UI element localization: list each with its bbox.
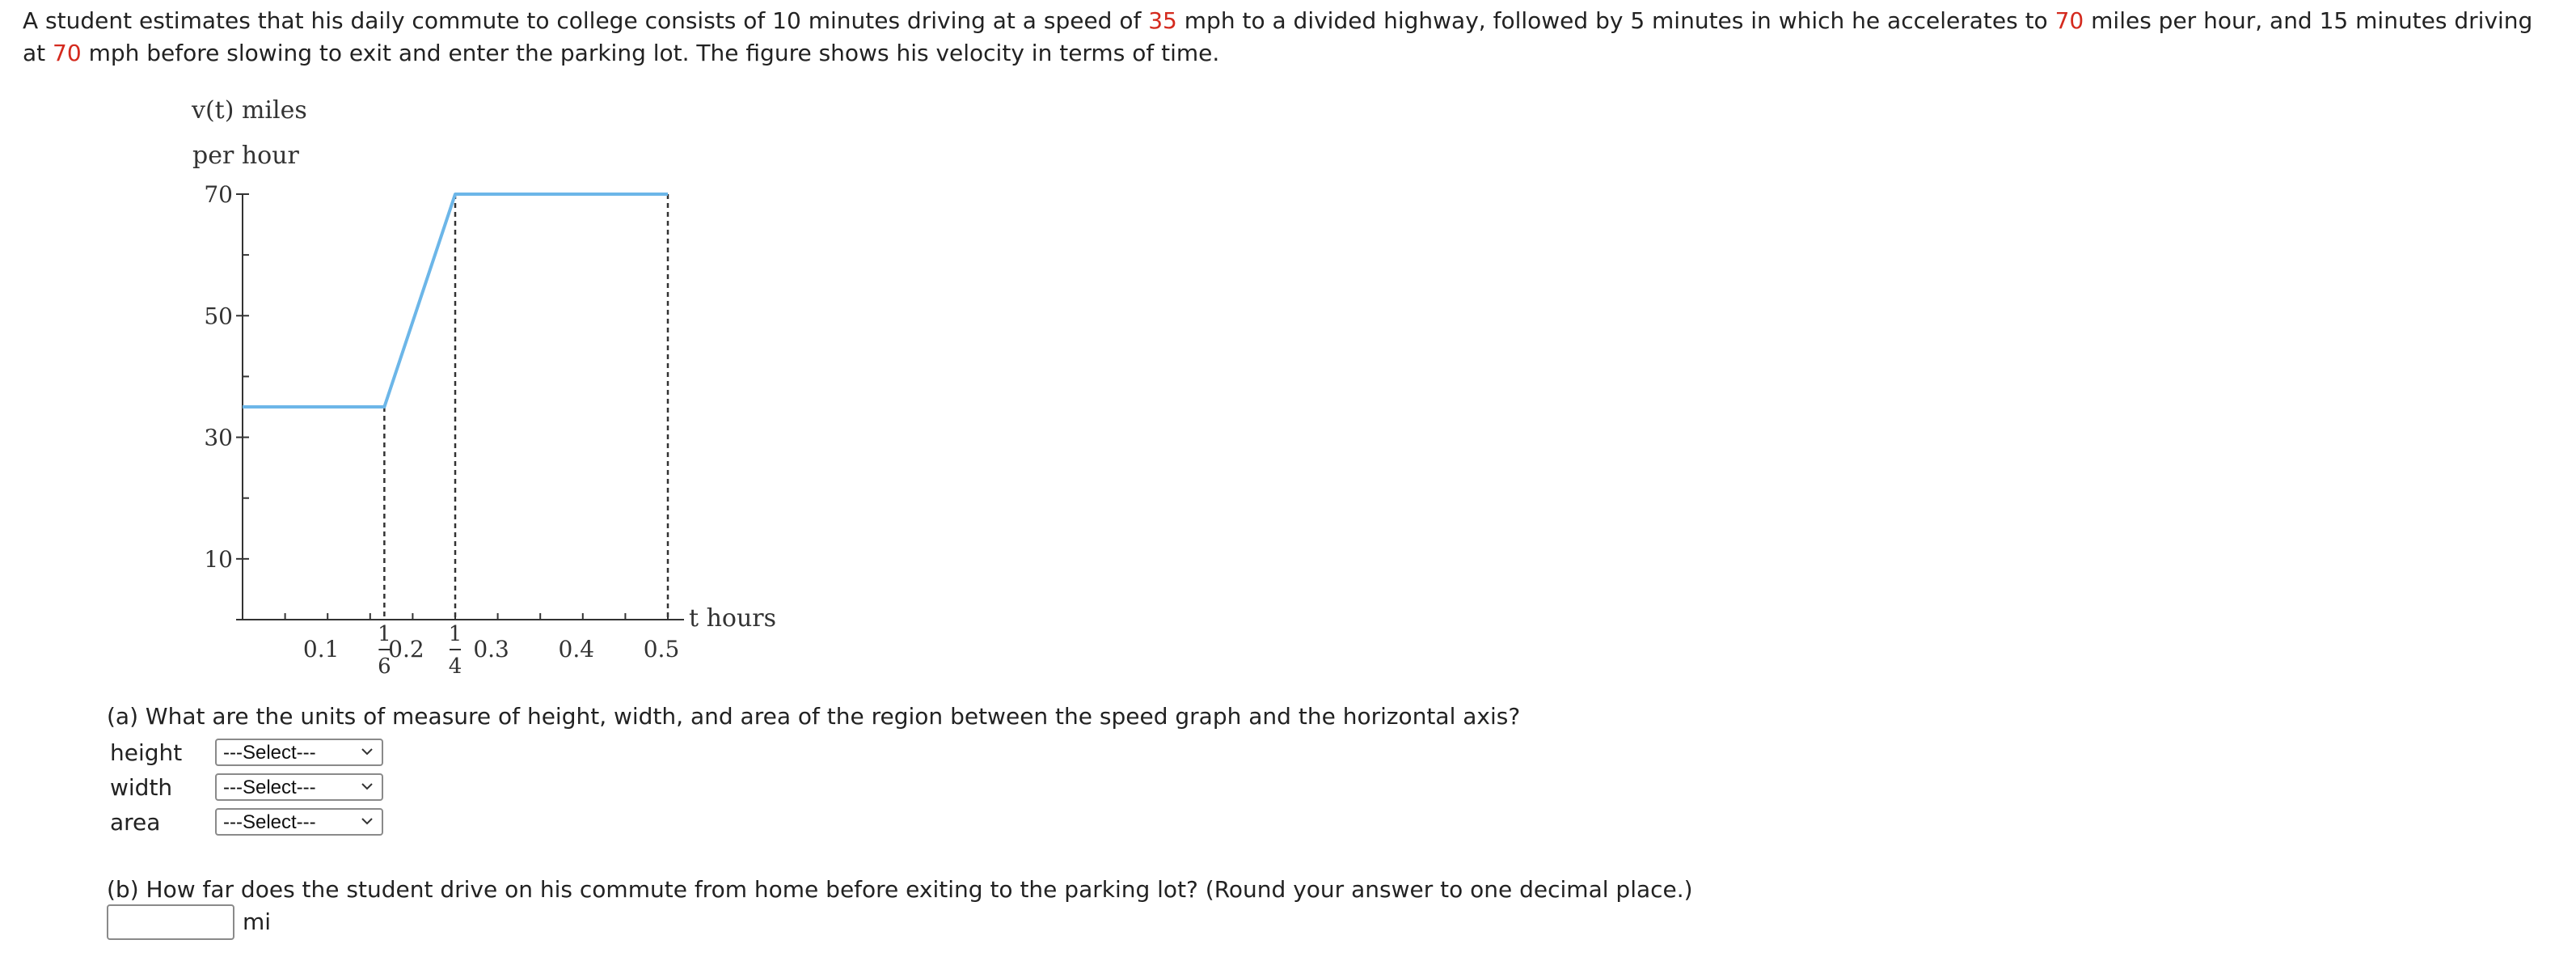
x-tick-label: 0.3 — [473, 636, 509, 663]
height-units-select[interactable] — [215, 739, 383, 766]
problem-text-2: mph to a divided highway, followed by 5 minutes in which he accelerates to — [1176, 7, 2055, 34]
y-tick-label: 70 — [204, 181, 233, 208]
chevron-down-icon — [359, 743, 375, 760]
height-select-value: ---Select--- — [223, 742, 316, 764]
x-tick-label: 0.4 — [558, 636, 595, 663]
x-tick-label: 0.1 — [302, 636, 340, 663]
x-tick-label: 0.2 — [388, 636, 424, 663]
y-axis-label-line1: v(t) miles — [192, 96, 307, 125]
distance-answer-input[interactable] — [107, 904, 234, 940]
fraction-numerator: 1 — [448, 622, 462, 646]
area-units-select[interactable] — [215, 808, 383, 836]
y-tick-label: 10 — [204, 545, 233, 573]
fraction-denominator: 4 — [448, 654, 462, 679]
chevron-down-icon — [359, 813, 375, 829]
question-a-text: (a) What are the units of measure of height, width, and area of the region between the speed graph and the horizontal axis? — [107, 703, 1521, 730]
y-tick-label: 50 — [204, 303, 233, 330]
width-select-value: ---Select--- — [223, 777, 316, 798]
y-axis-label-line2: per hour — [192, 142, 299, 170]
distance-unit-label: mi — [243, 908, 272, 935]
width-units-select[interactable] — [215, 773, 383, 801]
problem-text-1: A student estimates that his daily commute to college consists of 10 minutes driving at a speed of — [23, 7, 1149, 34]
x-tick-label: 0.5 — [643, 636, 680, 663]
area-select-value: ---Select--- — [223, 811, 316, 833]
width-label: width — [110, 774, 173, 801]
height-label: height — [110, 739, 183, 766]
question-b-text: (b) How far does the student drive on his commute from home before exiting to the parking lot? (Round your answer to one decimal place.) — [107, 876, 1693, 903]
problem-text-4: mph before slowing to exit and enter the parking lot. The figure shows his velocity in terms of time. — [81, 40, 1220, 66]
speed-value-35: 35 — [1148, 7, 1177, 34]
velocity-graph — [0, 0, 809, 696]
speed-value-70-b: 70 — [53, 40, 82, 66]
fraction-denominator: 6 — [378, 654, 391, 679]
problem-text-3: miles per hour, and 15 minutes driving at — [23, 7, 2533, 66]
chevron-down-icon — [359, 778, 375, 794]
y-tick-label: 30 — [204, 424, 233, 451]
area-label: area — [110, 809, 161, 836]
speed-value-70: 70 — [2054, 7, 2084, 34]
fraction-numerator: 1 — [378, 622, 391, 646]
x-axis-label: t hours — [689, 604, 777, 633]
